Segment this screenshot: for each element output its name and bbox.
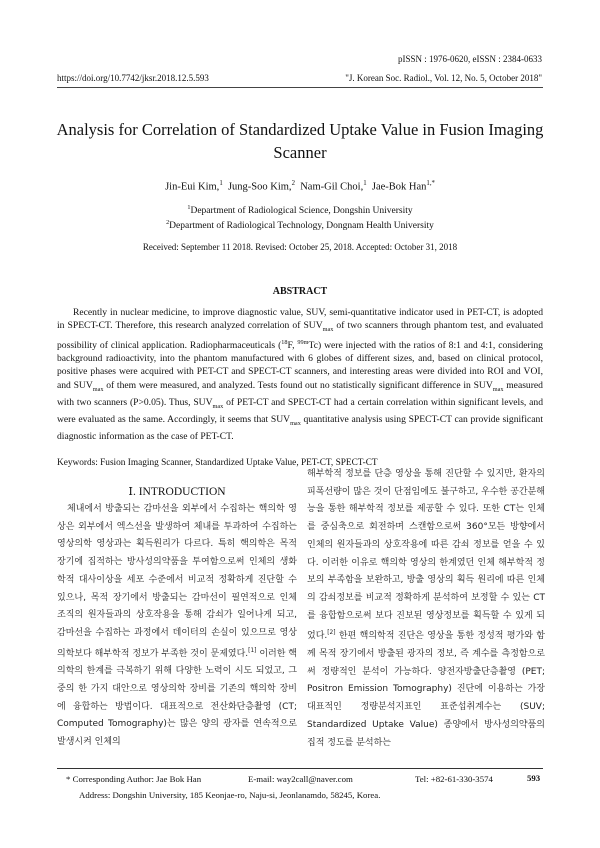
title-line-1: Analysis for Correlation of Standardized Uptake Value in Fusion Imaging — [56, 120, 544, 139]
keywords: Keywords: Fusion Imaging Scanner, Standardized Uptake Value, PET-CT, SPECT-CT — [57, 458, 378, 468]
body-column-left — [57, 501, 297, 752]
author-phone: Tel: +82-61-330-3574 — [415, 774, 493, 784]
author-address: Address: Dongshin University, 185 Keonjae-ro, Naju-si, Jeonlanamdo, 58245, Korea. — [79, 790, 381, 800]
body-text: 이러한 핵의학의 한계를 극복하기 위해 다양한 노력이 시도 되었고, 그중의 한 가지 대안으로 영상의학 장비를 기존의 핵의학 장비에 융합하는 방법이다. 대표적으로 전산화단층촬영 (CT; Computed Tomography)는 많은 양의 광자를 연속적으로 발생시켜 인체의 — [57, 648, 298, 748]
abstract-text: of PET-CT and SPECT-CT had a certain correlation within significant levels, and were evaluated as the same. Accordingly, it seems that SUV — [57, 396, 543, 425]
author-email[interactable]: E-mail: way2call@naver.com — [248, 774, 353, 784]
affiliation-text: Department of Radiological Science, Dongshin University — [190, 206, 413, 217]
body-column-right — [307, 466, 545, 752]
author-name: Jae-Bok Han — [371, 181, 427, 193]
doi-link[interactable]: https://doi.org/10.7742/jksr.2018.12.5.593 — [57, 73, 209, 83]
abstract-text: of two scanners through phantom test, and evaluated possibility of clinical application. Radiopharmaceuticals ( — [57, 320, 543, 352]
author-sup: 1,* — [426, 180, 435, 187]
abstract-heading: ABSTRACT — [272, 286, 328, 297]
author-name: Jung-Soo Kim, — [227, 181, 292, 193]
abstract-text: F, — [287, 340, 298, 352]
abstract-text: of them were measured, and analyzed. Tests found out no statistically significant difference in SUV — [103, 379, 493, 391]
affiliation-sup: 1 — [187, 205, 191, 211]
author-sup: 1 — [363, 180, 367, 187]
subscript: max — [290, 419, 301, 427]
section-heading-introduction: Ⅰ. INTRODUCTION — [128, 486, 226, 498]
subscript: max — [212, 402, 224, 410]
body-text: 체내에서 방출되는 감마선을 외부에서 수집하는 핵의학 영상은 외부에서 엑스선을 발생하여 체내를 투과하여 수집하는 영상의학 영상과는 획득원리가 다르다. 특히 핵의학은 목적 장기에 집적하는 방사성의약품을 투여함으로써 인체의 생화학적 대사이상을 세포 수준에서 비교적 정확하게 진단할 수 있으나, 목적 장기에서 방출되는 감마선이 필연적으로 인체 조직의 원자들과의 상호작용을 통해 감쇠가 일어나게 되고, 감마선을 수집하는 과정에서 데이터의 손실이 있으므로 영상의학보다 해부학적 정보가 부족한 것이 문제였다. — [57, 504, 297, 659]
footer-rule — [57, 768, 543, 769]
citation-ref[interactable]: [1] — [248, 647, 257, 654]
page-number: 593 — [527, 773, 541, 783]
affiliation-sup: 2 — [166, 220, 170, 226]
body-text: 해부학적 정보를 단층 영상을 통해 진단할 수 있지만, 환자의 피폭선량이 많은 것이 단점임에도 불구하고, 우수한 공간분해능을 통한 해부학적 정보를 제공할 수 있다. 또한 CT는 인체를 중심축으로 회전하며 스캔함으로써 360°모든 방향에서 인체의 원자들과의 상호작용에 따른 감쇠 정보를 얻을 수 있다. 이러한 이유로 핵의학 영상의 한계였던 인체 해부학적 정보의 부족함을 보완하고, 방출 영상의 획득 원리에 따른 인체의 감쇠정보를 비교적 정확하게 분석하여 보정할 수 있는 CT를 융합함으로써 보다 진보된 영상정보를 획득할 수 있게 되었다. — [307, 469, 545, 642]
paragraph — [307, 466, 545, 752]
title-line-2: Scanner — [273, 143, 327, 162]
citation-ref[interactable]: [2] — [327, 630, 336, 637]
subscript: max — [492, 385, 504, 393]
issn-line: pISSN : 1976-0620, eISSN : 2384-0633 — [397, 54, 542, 64]
author-name: Jin-Eui Kim, — [165, 181, 220, 193]
author-sup: 2 — [291, 180, 295, 187]
body-text: 한편 핵의학적 진단은 영상을 통한 정성적 평가와 함께 목적 장기에서 방출된 광자의 정보, 즉 계수를 측정함으로써 정량적인 분석이 가능하다. 양전자방출단층촬영 (PET; Positron Emission Tomography) 진단에 이용하는 가장 대표적인 정량분석지표인 표준섭취계수는 (SUV; Standardized Uptake Value) 종양에서 방사성의약품의 집적 정도를 분석하는 — [307, 631, 545, 748]
abstract-text: Recently in nuclear medicine, to improve diagnostic value, SUV, semi-quantitative indicator used in PET-CT, is adopted in SPECT-CT. Therefore, this research analyzed correlation of SUV — [57, 307, 543, 332]
affiliation-text: Department of Radiological Technology, Dongnam Health University — [169, 221, 434, 232]
paragraph — [57, 501, 297, 752]
superscript: 99m — [297, 339, 309, 347]
abstract-body — [57, 306, 543, 443]
received-dates: Received: September 11 2018. Revised: October 25, 2018. Accepted: October 31, 2018 — [142, 242, 458, 252]
paper-title — [40, 118, 560, 164]
abstract-text: Tc) were injected with the ratios of 8:1 and 4:1, considering background radioactivity, into the phantom manufactured with 6 globes of different sizes, and, based on clinical protocol, positive phases were acquired with PET-CT and SPECT-CT scanners, and interesting areas were divided into ROI and VOI, and SUV — [57, 340, 543, 391]
affiliation-1 — [40, 205, 560, 216]
author-sup: 1 — [219, 180, 223, 187]
subscript: max — [92, 385, 104, 393]
author-list — [40, 180, 560, 193]
author-name: Nam-Gil Choi, — [300, 181, 364, 193]
corresponding-author: * Corresponding Author: Jae Bok Han — [66, 774, 202, 784]
subscript: max — [322, 326, 334, 333]
header-rule — [57, 87, 543, 88]
journal-citation: "J. Korean Soc. Radiol., Vol. 12, No. 5, October 2018" — [345, 73, 542, 83]
abstract-text: quantitative analysis using SPECT-CT can provide significant diagnostic information as the case of PET-CT. — [57, 413, 543, 442]
superscript: 18 — [281, 339, 288, 347]
abstract-text: measured with two scanners (P>0.05). Thus, SUV — [57, 379, 543, 408]
affiliation-2 — [40, 220, 560, 231]
